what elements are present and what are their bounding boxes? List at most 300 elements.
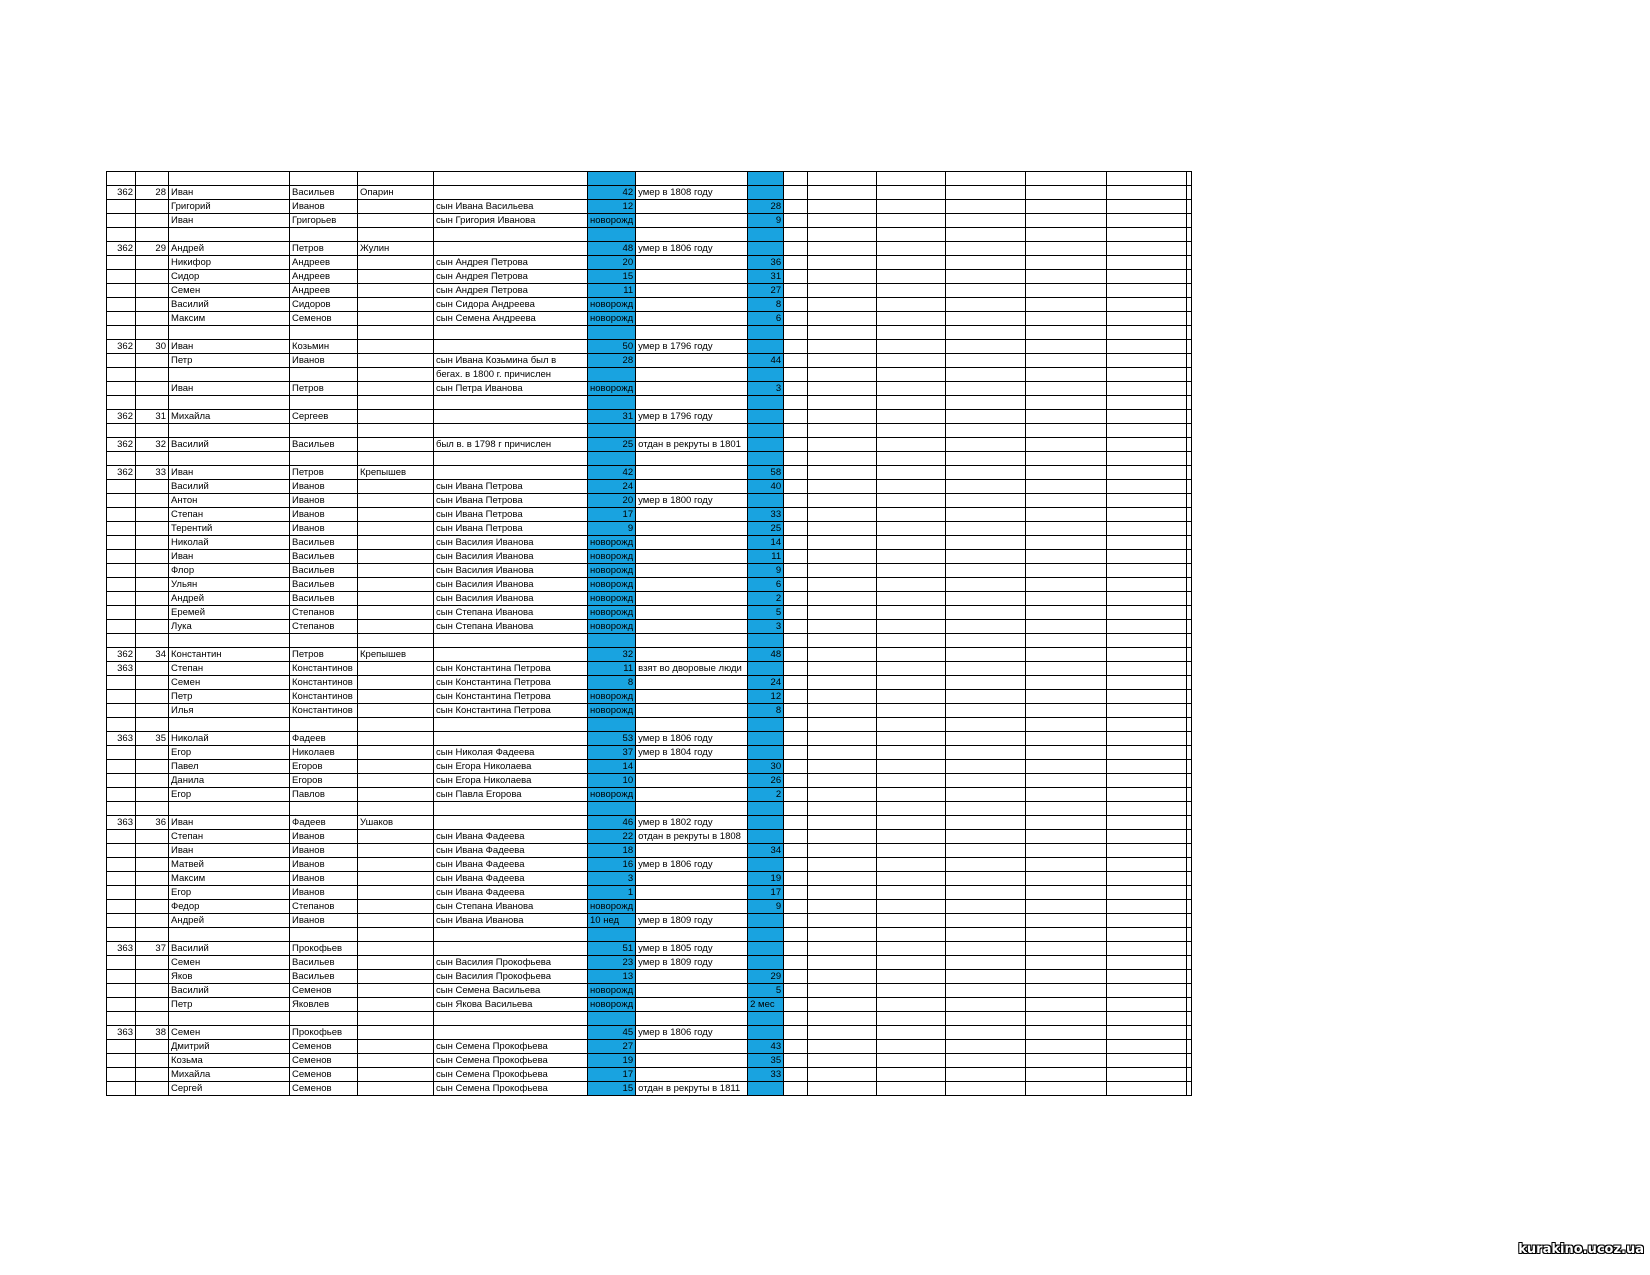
cell-fate-note [636, 970, 748, 984]
cell-surname [358, 746, 434, 760]
cell-relation-note [434, 228, 588, 242]
cell-age-1795: 10 нед [588, 914, 636, 928]
table-row [107, 956, 1192, 970]
cell-col-15 [1107, 956, 1187, 970]
cell-revision-page [107, 508, 136, 522]
cell-surname [358, 942, 434, 956]
cell-first-name: Максим [169, 312, 290, 326]
cell-first-name [169, 396, 290, 410]
cell-age-1795: 19 [588, 1054, 636, 1068]
cell-fate-note [636, 690, 748, 704]
cell-revision-page [107, 452, 136, 466]
cell-col-12 [877, 928, 946, 942]
cell-age-1811 [748, 732, 784, 746]
cell-age-1795: новорожд [588, 984, 636, 998]
cell-col-14 [1026, 970, 1107, 984]
cell-age-1795: 25 [588, 438, 636, 452]
table-row [107, 424, 1192, 438]
cell-patronymic: Фадеев [290, 732, 358, 746]
cell-col-15 [1107, 1040, 1187, 1054]
cell-col-11 [808, 592, 877, 606]
cell-col-15 [1107, 1054, 1187, 1068]
table-row [107, 872, 1192, 886]
cell-surname [358, 900, 434, 914]
cell-age-1795: 3 [588, 872, 636, 886]
cell-col-11 [808, 508, 877, 522]
cell-col-13 [946, 620, 1026, 634]
cell-patronymic: Иванов [290, 522, 358, 536]
cell-col-14 [1026, 564, 1107, 578]
cell-col-10 [784, 256, 808, 270]
cell-age-1811: 6 [748, 578, 784, 592]
cell-col-16 [1187, 788, 1192, 802]
cell-revision-page [107, 480, 136, 494]
cell-col-12 [877, 942, 946, 956]
cell-first-name: Семен [169, 1026, 290, 1040]
cell-age-1795: 23 [588, 956, 636, 970]
cell-col-14 [1026, 648, 1107, 662]
cell-col-10 [784, 914, 808, 928]
cell-age-1811 [748, 858, 784, 872]
cell-col-16 [1187, 718, 1192, 732]
cell-household-number [136, 382, 169, 396]
cell-col-13 [946, 466, 1026, 480]
cell-patronymic: Иванов [290, 494, 358, 508]
cell-first-name: Семен [169, 676, 290, 690]
cell-patronymic [290, 718, 358, 732]
cell-relation-note [434, 1026, 588, 1040]
cell-household-number: 33 [136, 466, 169, 480]
table-row [107, 564, 1192, 578]
table-row [107, 256, 1192, 270]
cell-patronymic: Андреев [290, 270, 358, 284]
cell-col-13 [946, 256, 1026, 270]
cell-fate-note: умер в 1802 году [636, 816, 748, 830]
cell-household-number [136, 606, 169, 620]
cell-surname [358, 914, 434, 928]
cell-col-12 [877, 256, 946, 270]
cell-col-15 [1107, 368, 1187, 382]
cell-col-11 [808, 312, 877, 326]
cell-relation-note: сын Константина Петрова [434, 690, 588, 704]
cell-patronymic: Яковлев [290, 998, 358, 1012]
cell-household-number [136, 872, 169, 886]
cell-col-13 [946, 690, 1026, 704]
cell-patronymic: Григорьев [290, 214, 358, 228]
cell-col-14 [1026, 788, 1107, 802]
cell-col-15 [1107, 466, 1187, 480]
cell-patronymic: Васильев [290, 578, 358, 592]
cell-col-10 [784, 606, 808, 620]
cell-revision-page: 362 [107, 242, 136, 256]
table-row [107, 914, 1192, 928]
cell-age-1811 [748, 942, 784, 956]
cell-age-1795: новорожд [588, 536, 636, 550]
cell-first-name [169, 718, 290, 732]
cell-col-12 [877, 382, 946, 396]
cell-fate-note [636, 270, 748, 284]
cell-fate-note [636, 802, 748, 816]
table-row [107, 676, 1192, 690]
cell-col-12 [877, 648, 946, 662]
cell-fate-note [636, 1054, 748, 1068]
cell-col-11 [808, 186, 877, 200]
table-row [107, 326, 1192, 340]
cell-col-14 [1026, 956, 1107, 970]
cell-household-number [136, 956, 169, 970]
cell-fate-note [636, 298, 748, 312]
cell-age-1795: 46 [588, 816, 636, 830]
cell-fate-note [636, 1068, 748, 1082]
cell-col-12 [877, 606, 946, 620]
cell-first-name: Иван [169, 816, 290, 830]
cell-relation-note: сын Семена Прокофьева [434, 1040, 588, 1054]
cell-col-13 [946, 536, 1026, 550]
cell-col-16 [1187, 620, 1192, 634]
cell-col-14 [1026, 228, 1107, 242]
cell-household-number [136, 774, 169, 788]
cell-col-12 [877, 424, 946, 438]
cell-relation-note: сын Степана Иванова [434, 900, 588, 914]
cell-col-13 [946, 368, 1026, 382]
cell-col-13 [946, 634, 1026, 648]
cell-patronymic: Васильев [290, 592, 358, 606]
cell-col-15 [1107, 746, 1187, 760]
cell-first-name: Петр [169, 354, 290, 368]
cell-first-name: Михайла [169, 1068, 290, 1082]
cell-col-10 [784, 704, 808, 718]
cell-col-10 [784, 536, 808, 550]
cell-relation-note: сын Ивана Фадеева [434, 844, 588, 858]
cell-first-name: Василий [169, 984, 290, 998]
cell-revision-page [107, 858, 136, 872]
cell-fate-note [636, 718, 748, 732]
cell-col-13 [946, 704, 1026, 718]
cell-col-10 [784, 522, 808, 536]
cell-household-number [136, 550, 169, 564]
cell-col-12 [877, 620, 946, 634]
cell-col-12 [877, 816, 946, 830]
cell-col-15 [1107, 298, 1187, 312]
cell-relation-note [434, 186, 588, 200]
cell-age-1811: 11 [748, 550, 784, 564]
cell-age-1811 [748, 1012, 784, 1026]
cell-col-10 [784, 242, 808, 256]
cell-col-13 [946, 228, 1026, 242]
cell-col-10 [784, 340, 808, 354]
cell-col-13 [946, 802, 1026, 816]
cell-first-name: Петр [169, 690, 290, 704]
cell-surname [358, 564, 434, 578]
cell-age-1795: 51 [588, 942, 636, 956]
cell-age-1795: новорожд [588, 550, 636, 564]
cell-col-12 [877, 508, 946, 522]
cell-col-10 [784, 312, 808, 326]
cell-age-1811 [748, 662, 784, 676]
cell-household-number: 31 [136, 410, 169, 424]
cell-patronymic: Иванов [290, 354, 358, 368]
cell-col-11 [808, 998, 877, 1012]
cell-col-10 [784, 382, 808, 396]
cell-revision-page [107, 830, 136, 844]
cell-household-number [136, 1012, 169, 1026]
cell-relation-note: сын Егора Николаева [434, 774, 588, 788]
cell-surname [358, 536, 434, 550]
cell-col-11 [808, 970, 877, 984]
cell-col-16 [1187, 662, 1192, 676]
cell-age-1811 [748, 928, 784, 942]
cell-col-11 [808, 704, 877, 718]
cell-col-11 [808, 368, 877, 382]
cell-revision-page [107, 802, 136, 816]
cell-age-1811 [748, 438, 784, 452]
cell-age-1811 [748, 634, 784, 648]
cell-surname [358, 522, 434, 536]
cell-fate-note [636, 172, 748, 186]
cell-revision-page: 362 [107, 438, 136, 452]
cell-col-14 [1026, 536, 1107, 550]
cell-fate-note: умер в 1809 году [636, 956, 748, 970]
cell-col-16 [1187, 270, 1192, 284]
cell-surname [358, 508, 434, 522]
cell-col-11 [808, 536, 877, 550]
cell-age-1795: новорожд [588, 998, 636, 1012]
cell-age-1795: 42 [588, 186, 636, 200]
table-row [107, 186, 1192, 200]
cell-col-16 [1187, 606, 1192, 620]
cell-relation-note: сын Андрея Петрова [434, 270, 588, 284]
cell-household-number [136, 676, 169, 690]
cell-patronymic: Семенов [290, 1082, 358, 1096]
table-row [107, 480, 1192, 494]
cell-age-1795: 16 [588, 858, 636, 872]
table-row [107, 970, 1192, 984]
cell-relation-note [434, 396, 588, 410]
cell-col-16 [1187, 942, 1192, 956]
cell-fate-note: умер в 1809 году [636, 914, 748, 928]
cell-col-13 [946, 746, 1026, 760]
cell-col-14 [1026, 172, 1107, 186]
cell-relation-note [434, 1012, 588, 1026]
cell-col-13 [946, 522, 1026, 536]
cell-revision-page [107, 214, 136, 228]
cell-col-10 [784, 550, 808, 564]
cell-col-10 [784, 844, 808, 858]
cell-col-11 [808, 774, 877, 788]
cell-first-name: Максим [169, 872, 290, 886]
cell-col-14 [1026, 508, 1107, 522]
cell-col-15 [1107, 774, 1187, 788]
cell-fate-note [636, 1040, 748, 1054]
cell-household-number [136, 620, 169, 634]
cell-age-1811 [748, 718, 784, 732]
cell-age-1795: 9 [588, 522, 636, 536]
cell-relation-note: сын Семена Андреева [434, 312, 588, 326]
cell-revision-page [107, 634, 136, 648]
cell-fate-note [636, 326, 748, 340]
table-row [107, 900, 1192, 914]
cell-patronymic: Козьмин [290, 340, 358, 354]
cell-col-11 [808, 634, 877, 648]
cell-col-14 [1026, 424, 1107, 438]
cell-fate-note [636, 522, 748, 536]
cell-col-15 [1107, 550, 1187, 564]
cell-revision-page [107, 1068, 136, 1082]
cell-col-14 [1026, 760, 1107, 774]
table-row [107, 648, 1192, 662]
cell-col-12 [877, 746, 946, 760]
cell-col-16 [1187, 214, 1192, 228]
cell-age-1811: 14 [748, 536, 784, 550]
cell-age-1811: 8 [748, 298, 784, 312]
cell-col-12 [877, 676, 946, 690]
cell-surname [358, 382, 434, 396]
cell-col-16 [1187, 228, 1192, 242]
cell-age-1811: 58 [748, 466, 784, 480]
cell-col-12 [877, 1040, 946, 1054]
cell-patronymic: Андреев [290, 256, 358, 270]
cell-first-name: Степан [169, 508, 290, 522]
cell-patronymic: Семенов [290, 1068, 358, 1082]
cell-surname [358, 718, 434, 732]
cell-age-1811: 33 [748, 1068, 784, 1082]
cell-fate-note [636, 284, 748, 298]
cell-col-14 [1026, 480, 1107, 494]
cell-col-10 [784, 424, 808, 438]
cell-col-12 [877, 298, 946, 312]
cell-age-1811 [748, 494, 784, 508]
cell-first-name [169, 802, 290, 816]
cell-patronymic: Васильев [290, 564, 358, 578]
cell-surname [358, 802, 434, 816]
cell-age-1811: 36 [748, 256, 784, 270]
cell-relation-note [434, 816, 588, 830]
cell-fate-note: умер в 1806 году [636, 242, 748, 256]
table-row [107, 732, 1192, 746]
cell-age-1795 [588, 928, 636, 942]
cell-surname [358, 858, 434, 872]
cell-age-1795 [588, 802, 636, 816]
cell-patronymic: Васильев [290, 438, 358, 452]
cell-col-16 [1187, 1012, 1192, 1026]
cell-first-name: Андрей [169, 592, 290, 606]
cell-surname [358, 886, 434, 900]
cell-col-14 [1026, 690, 1107, 704]
cell-col-11 [808, 410, 877, 424]
cell-col-13 [946, 676, 1026, 690]
cell-revision-page [107, 550, 136, 564]
cell-age-1811: 34 [748, 844, 784, 858]
cell-col-16 [1187, 438, 1192, 452]
cell-patronymic: Степанов [290, 900, 358, 914]
cell-relation-note [434, 802, 588, 816]
cell-patronymic: Прокофьев [290, 942, 358, 956]
cell-surname: Ушаков [358, 816, 434, 830]
cell-surname [358, 200, 434, 214]
cell-col-15 [1107, 970, 1187, 984]
cell-col-12 [877, 242, 946, 256]
cell-relation-note: сын Ивана Иванова [434, 914, 588, 928]
cell-surname [358, 1040, 434, 1054]
cell-first-name: Иван [169, 844, 290, 858]
cell-fate-note [636, 214, 748, 228]
cell-col-16 [1187, 802, 1192, 816]
cell-col-10 [784, 858, 808, 872]
cell-age-1795: новорожд [588, 312, 636, 326]
cell-col-14 [1026, 802, 1107, 816]
cell-household-number [136, 914, 169, 928]
cell-age-1811 [748, 410, 784, 424]
cell-col-14 [1026, 774, 1107, 788]
cell-household-number [136, 536, 169, 550]
cell-col-16 [1187, 592, 1192, 606]
cell-first-name: Семен [169, 284, 290, 298]
cell-surname [358, 452, 434, 466]
cell-age-1795: новорожд [588, 606, 636, 620]
cell-fate-note [636, 396, 748, 410]
cell-col-16 [1187, 1054, 1192, 1068]
cell-col-10 [784, 774, 808, 788]
cell-household-number: 37 [136, 942, 169, 956]
cell-col-10 [784, 872, 808, 886]
cell-col-11 [808, 298, 877, 312]
cell-revision-page [107, 1012, 136, 1026]
cell-household-number [136, 592, 169, 606]
cell-relation-note [434, 452, 588, 466]
cell-col-13 [946, 284, 1026, 298]
cell-age-1795: 42 [588, 466, 636, 480]
cell-surname [358, 1068, 434, 1082]
cell-col-10 [784, 172, 808, 186]
cell-household-number [136, 564, 169, 578]
cell-relation-note: был в. в 1798 г причислен [434, 438, 588, 452]
cell-relation-note: сын Семена Прокофьева [434, 1082, 588, 1096]
cell-col-13 [946, 172, 1026, 186]
cell-age-1811 [748, 172, 784, 186]
cell-revision-page [107, 998, 136, 1012]
cell-col-10 [784, 816, 808, 830]
cell-age-1811 [748, 956, 784, 970]
cell-col-13 [946, 956, 1026, 970]
cell-revision-page [107, 564, 136, 578]
cell-age-1811 [748, 242, 784, 256]
cell-surname [358, 256, 434, 270]
cell-relation-note: сын Василия Прокофьева [434, 956, 588, 970]
cell-col-15 [1107, 312, 1187, 326]
cell-col-13 [946, 1040, 1026, 1054]
cell-revision-page: 362 [107, 466, 136, 480]
cell-household-number [136, 1054, 169, 1068]
cell-col-16 [1187, 564, 1192, 578]
cell-col-11 [808, 1040, 877, 1054]
table-row [107, 298, 1192, 312]
cell-col-12 [877, 718, 946, 732]
cell-col-14 [1026, 242, 1107, 256]
cell-col-10 [784, 830, 808, 844]
cell-col-10 [784, 368, 808, 382]
cell-col-11 [808, 620, 877, 634]
cell-surname [358, 704, 434, 718]
cell-col-12 [877, 802, 946, 816]
cell-surname [358, 928, 434, 942]
cell-age-1795: 37 [588, 746, 636, 760]
cell-col-16 [1187, 578, 1192, 592]
cell-col-12 [877, 970, 946, 984]
cell-household-number [136, 368, 169, 382]
cell-fate-note [636, 774, 748, 788]
cell-col-14 [1026, 1054, 1107, 1068]
cell-first-name: Лука [169, 620, 290, 634]
